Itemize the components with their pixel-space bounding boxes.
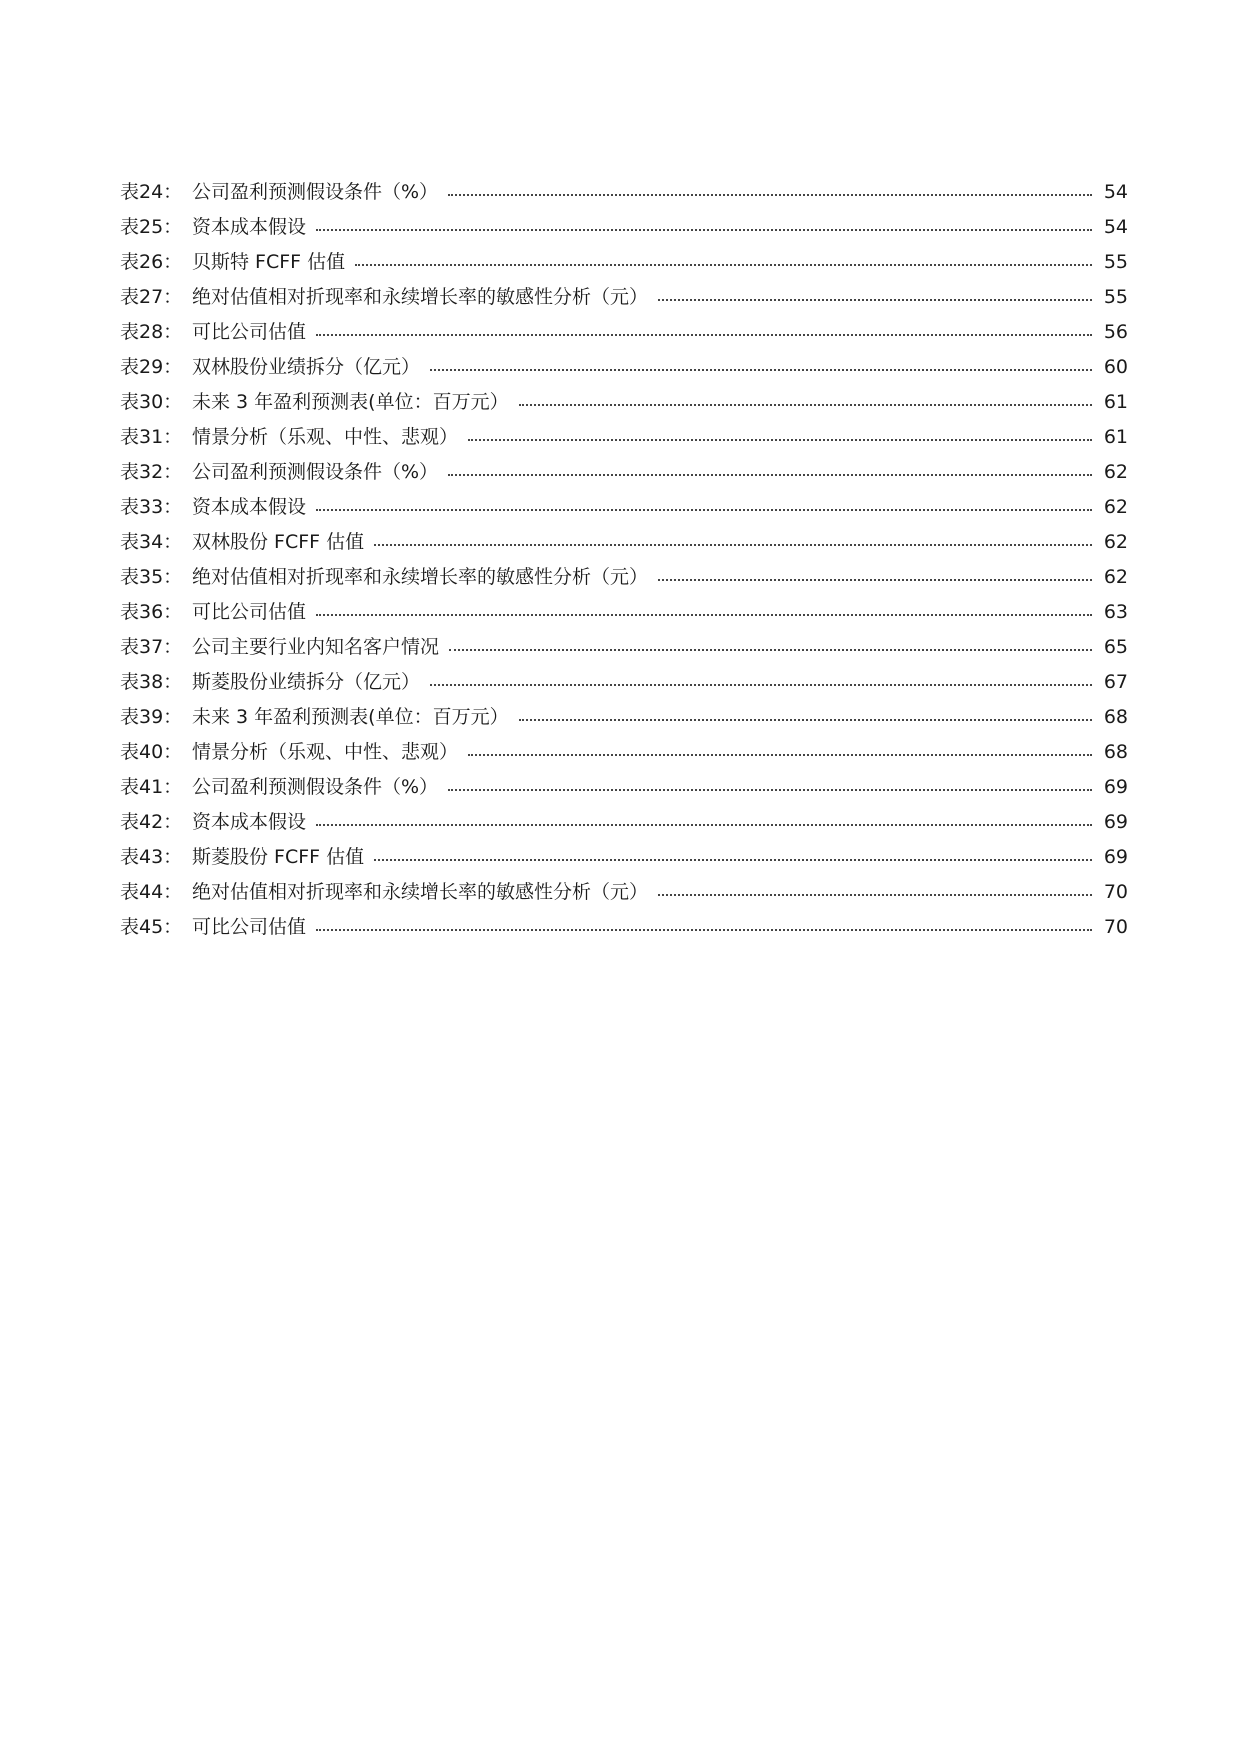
toc-entry-label: 表31： — [120, 426, 183, 448]
dot-leader — [658, 299, 1092, 301]
toc-entry-page: 68 — [1103, 706, 1128, 728]
toc-entry[interactable] — [120, 420, 1128, 455]
toc-entry[interactable] — [120, 560, 1128, 595]
toc-entry-label: 表40： — [120, 741, 183, 763]
toc-entry-label: 表26： — [120, 251, 183, 273]
toc-entry[interactable] — [120, 665, 1128, 700]
toc-entry-label: 表30： — [120, 391, 183, 413]
toc-entry-label: 表34： — [120, 531, 183, 553]
toc-entry-page: 56 — [1103, 321, 1128, 343]
toc-entry-label: 表45： — [120, 916, 183, 938]
toc-entry-page: 61 — [1103, 391, 1128, 413]
toc-entry-label: 表24： — [120, 181, 183, 203]
toc-entry-label: 表41： — [120, 776, 183, 798]
toc-entry-title: 资本成本假设 — [192, 216, 307, 238]
dot-leader — [374, 859, 1092, 861]
toc-entry-page: 55 — [1103, 286, 1128, 308]
toc-entry[interactable] — [120, 910, 1128, 945]
toc-entry[interactable] — [120, 630, 1128, 665]
toc-entry-title: 资本成本假设 — [192, 811, 307, 833]
toc-entry-page: 69 — [1103, 846, 1128, 868]
toc-entry-page: 63 — [1103, 601, 1128, 623]
dot-leader — [448, 474, 1092, 476]
toc-entry-label: 表37： — [120, 636, 183, 658]
toc-entry-title: 斯菱股份业绩拆分（亿元） — [192, 671, 421, 693]
toc-entry-title: 公司盈利预测假设条件（%） — [192, 461, 439, 483]
dot-leader — [658, 579, 1092, 581]
dot-leader — [519, 404, 1092, 406]
dot-leader — [316, 334, 1092, 336]
toc-entry[interactable] — [120, 315, 1128, 350]
dot-leader — [449, 649, 1092, 651]
toc-entry-page: 55 — [1103, 251, 1128, 273]
toc-entry-label: 表27： — [120, 286, 183, 308]
toc-entry-title: 可比公司估值 — [192, 916, 307, 938]
toc-entry-label: 表44： — [120, 881, 183, 903]
toc-entry[interactable] — [120, 840, 1128, 875]
toc-entry-title: 情景分析（乐观、中性、悲观） — [192, 426, 459, 448]
toc-entry-label: 表35： — [120, 566, 183, 588]
toc-entry-page: 68 — [1103, 741, 1128, 763]
dot-leader — [355, 264, 1092, 266]
toc-entry[interactable] — [120, 735, 1128, 770]
toc-entry-page: 62 — [1103, 496, 1128, 518]
toc-entry[interactable] — [120, 175, 1128, 210]
toc-entry-title: 绝对估值相对折现率和永续增长率的敏感性分析（元） — [192, 566, 649, 588]
toc-entry-title: 公司盈利预测假设条件（%） — [192, 776, 439, 798]
dot-leader — [448, 789, 1092, 791]
toc-entry-page: 62 — [1103, 566, 1128, 588]
toc-entry-title: 情景分析（乐观、中性、悲观） — [192, 741, 459, 763]
toc-entry-page: 69 — [1103, 776, 1128, 798]
toc-entry-title: 未来 3 年盈利预测表(单位：百万元） — [192, 706, 509, 728]
toc-entry-page: 62 — [1103, 461, 1128, 483]
toc-entry[interactable] — [120, 385, 1128, 420]
toc-entry-title: 贝斯特 FCFF 估值 — [192, 251, 346, 273]
toc-entry[interactable] — [120, 700, 1128, 735]
toc-entry-label: 表42： — [120, 811, 183, 833]
toc-entry[interactable] — [120, 770, 1128, 805]
dot-leader — [430, 369, 1092, 371]
toc-entry[interactable] — [120, 525, 1128, 560]
toc-entry-page: 54 — [1103, 216, 1128, 238]
toc-entry[interactable] — [120, 350, 1128, 385]
toc-entry-page: 69 — [1103, 811, 1128, 833]
toc-entry-label: 表43： — [120, 846, 183, 868]
toc-entry-title: 双林股份 FCFF 估值 — [192, 531, 365, 553]
toc-entry[interactable] — [120, 595, 1128, 630]
toc-entry-title: 公司主要行业内知名客户情况 — [192, 636, 440, 658]
toc-entry-page: 67 — [1103, 671, 1128, 693]
toc-entry-page: 65 — [1103, 636, 1128, 658]
toc-entry-title: 双林股份业绩拆分（亿元） — [192, 356, 421, 378]
toc-entry-label: 表36： — [120, 601, 183, 623]
dot-leader — [316, 614, 1092, 616]
toc-entry-title: 绝对估值相对折现率和永续增长率的敏感性分析（元） — [192, 286, 649, 308]
toc-entry-label: 表32： — [120, 461, 183, 483]
toc-entry[interactable] — [120, 875, 1128, 910]
toc-entry-title: 可比公司估值 — [192, 321, 307, 343]
toc-entry[interactable] — [120, 280, 1128, 315]
toc-entry-title: 资本成本假设 — [192, 496, 307, 518]
toc-entry-label: 表39： — [120, 706, 183, 728]
toc-entry-label: 表33： — [120, 496, 183, 518]
toc-entry-label: 表29： — [120, 356, 183, 378]
toc-entry[interactable] — [120, 455, 1128, 490]
toc-entry[interactable] — [120, 490, 1128, 525]
toc-entry-page: 70 — [1103, 916, 1128, 938]
dot-leader — [658, 894, 1092, 896]
toc-entry-label: 表25： — [120, 216, 183, 238]
toc-entry[interactable] — [120, 210, 1128, 245]
toc-entry-title: 绝对估值相对折现率和永续增长率的敏感性分析（元） — [192, 881, 649, 903]
dot-leader — [316, 824, 1092, 826]
toc-entry-page: 70 — [1103, 881, 1128, 903]
dot-leader — [374, 544, 1092, 546]
dot-leader — [316, 509, 1092, 511]
dot-leader — [430, 684, 1092, 686]
dot-leader — [316, 929, 1092, 931]
toc-entry[interactable] — [120, 805, 1128, 840]
table-of-figures — [120, 175, 1128, 945]
toc-entry-label: 表38： — [120, 671, 183, 693]
dot-leader — [448, 194, 1092, 196]
dot-leader — [316, 229, 1092, 231]
toc-entry-page: 54 — [1103, 181, 1128, 203]
toc-entry-title: 可比公司估值 — [192, 601, 307, 623]
toc-entry-page: 62 — [1103, 531, 1128, 553]
toc-entry-label: 表28： — [120, 321, 183, 343]
toc-entry[interactable] — [120, 245, 1128, 280]
toc-entry-title: 公司盈利预测假设条件（%） — [192, 181, 439, 203]
toc-entry-title: 未来 3 年盈利预测表(单位：百万元） — [192, 391, 509, 413]
toc-entry-page: 61 — [1103, 426, 1128, 448]
toc-entry-title: 斯菱股份 FCFF 估值 — [192, 846, 365, 868]
dot-leader — [519, 719, 1092, 721]
dot-leader — [468, 754, 1092, 756]
dot-leader — [468, 439, 1092, 441]
toc-entry-page: 60 — [1103, 356, 1128, 378]
